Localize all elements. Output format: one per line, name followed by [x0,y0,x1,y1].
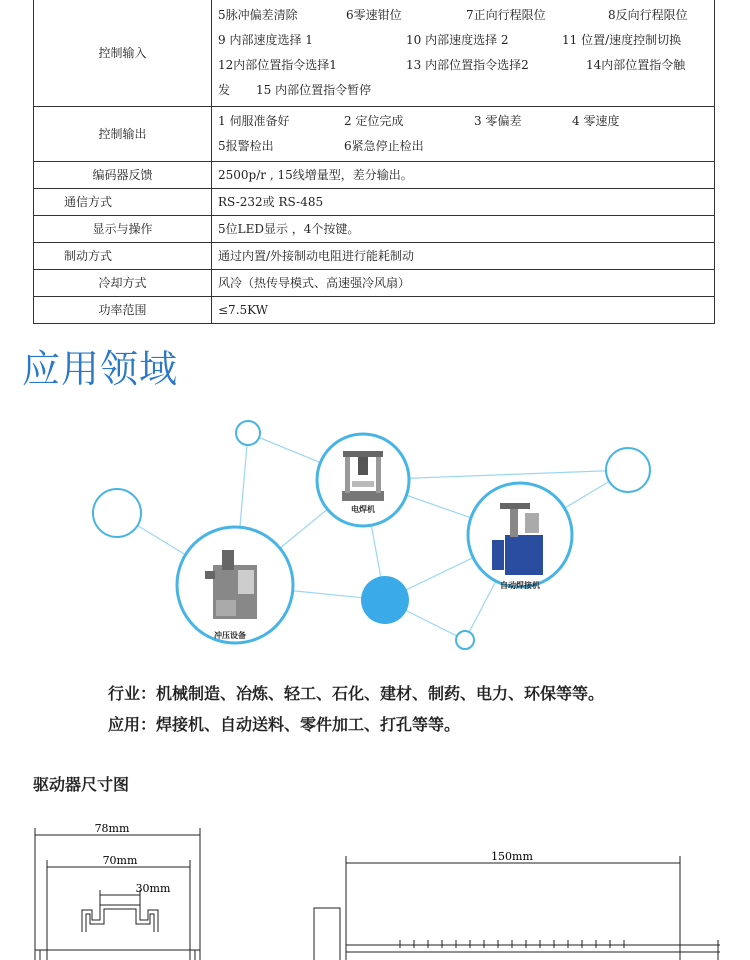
node-circle [456,631,474,649]
dim-label-inner: 70mm [102,854,138,867]
list-item: 15 内部位置指令暂停 [256,82,372,97]
list-item: 1 伺服准备好 [218,114,290,128]
table-row [34,162,715,189]
row-label: 制动方式 [34,243,212,270]
section-title: 应用领域 [22,347,179,391]
row-label: 控制输出 [34,107,212,162]
row-value: 风冷（热传导模式、高速强冷风扇） [212,270,715,297]
table-row [34,189,715,216]
press-node [177,527,293,643]
node-label: 冲压设备 [214,631,246,640]
table-row [34,297,715,324]
node-label: 电焊机 [351,505,375,514]
row-value: ≤7.5KW [212,297,715,324]
node-circle [93,489,141,537]
row-label: 功率范围 [34,297,212,324]
list-item: 7正向行程限位 [466,7,546,22]
dim-label-outer: 78mm [94,822,130,835]
list-item: 13 内部位置指令选择2 [406,57,529,72]
node-circle [236,421,260,445]
list-item: 6紧急停止检出 [344,139,424,153]
row-value: 2500p/r , 15线增量型，差分输出。 [212,162,715,189]
list-item: 9 内部速度选择 1 [218,32,313,47]
list-item: 10 内部速度选择 2 [406,32,509,47]
spec-table [33,0,715,324]
table-row [34,243,715,270]
usage-text: 应用：焊接机、自动送料、零件加工、打孔等等。 [108,715,461,734]
row-value [212,107,715,162]
list-item: 2 定位完成 [344,114,404,128]
row-value: 5位LED显示 ，4个按键。 [212,216,715,243]
list-item: 4 零速度 [572,114,620,128]
node-circle [606,448,650,492]
list-item: 11 位置/速度控制切换 [562,32,682,47]
list-item: 发 [218,82,231,97]
row-value: 通过内置/外接制动电阻进行能耗制动 [212,243,715,270]
node-label: 自动焊接机 [500,581,540,590]
auto-welder-node [468,483,572,590]
front-view [35,828,200,960]
table-row [34,216,715,243]
welder-node [317,434,409,526]
row-label: 通信方式 [34,189,212,216]
row-label: 编码器反馈 [34,162,212,189]
row-value [212,0,715,107]
dim-label-depth: 150mm [491,850,533,863]
row-value: RS-232或 RS-485 [212,189,715,216]
row-label: 控制输入 [34,0,212,107]
table-row [34,107,715,162]
table-row [34,0,715,107]
application-network-diagram [0,395,750,655]
list-item: 5报警检出 [218,139,274,153]
side-view [314,856,720,960]
row-label: 显示与操作 [34,216,212,243]
dimension-drawing [0,810,750,960]
heatsink-fins [400,940,624,948]
list-item: 12内部位置指令选择1 [218,57,337,72]
dimension-title: 驱动器尺寸图 [33,775,130,794]
list-item: 5脉冲偏差清除 [218,7,298,22]
list-item: 14内部位置指令触 [586,57,686,72]
dim-label-slot: 30mm [135,882,171,895]
list-item: 8反向行程限位 [608,7,688,22]
row-label: 冷却方式 [34,270,212,297]
list-item: 3 零偏差 [474,114,522,128]
hub-circle [361,576,409,624]
list-item: 6零速钳位 [346,7,402,22]
industry-text: 行业：机械制造、冶炼、轻工、石化、建材、制药、电力、环保等等。 [108,684,605,703]
table-row [34,270,715,297]
